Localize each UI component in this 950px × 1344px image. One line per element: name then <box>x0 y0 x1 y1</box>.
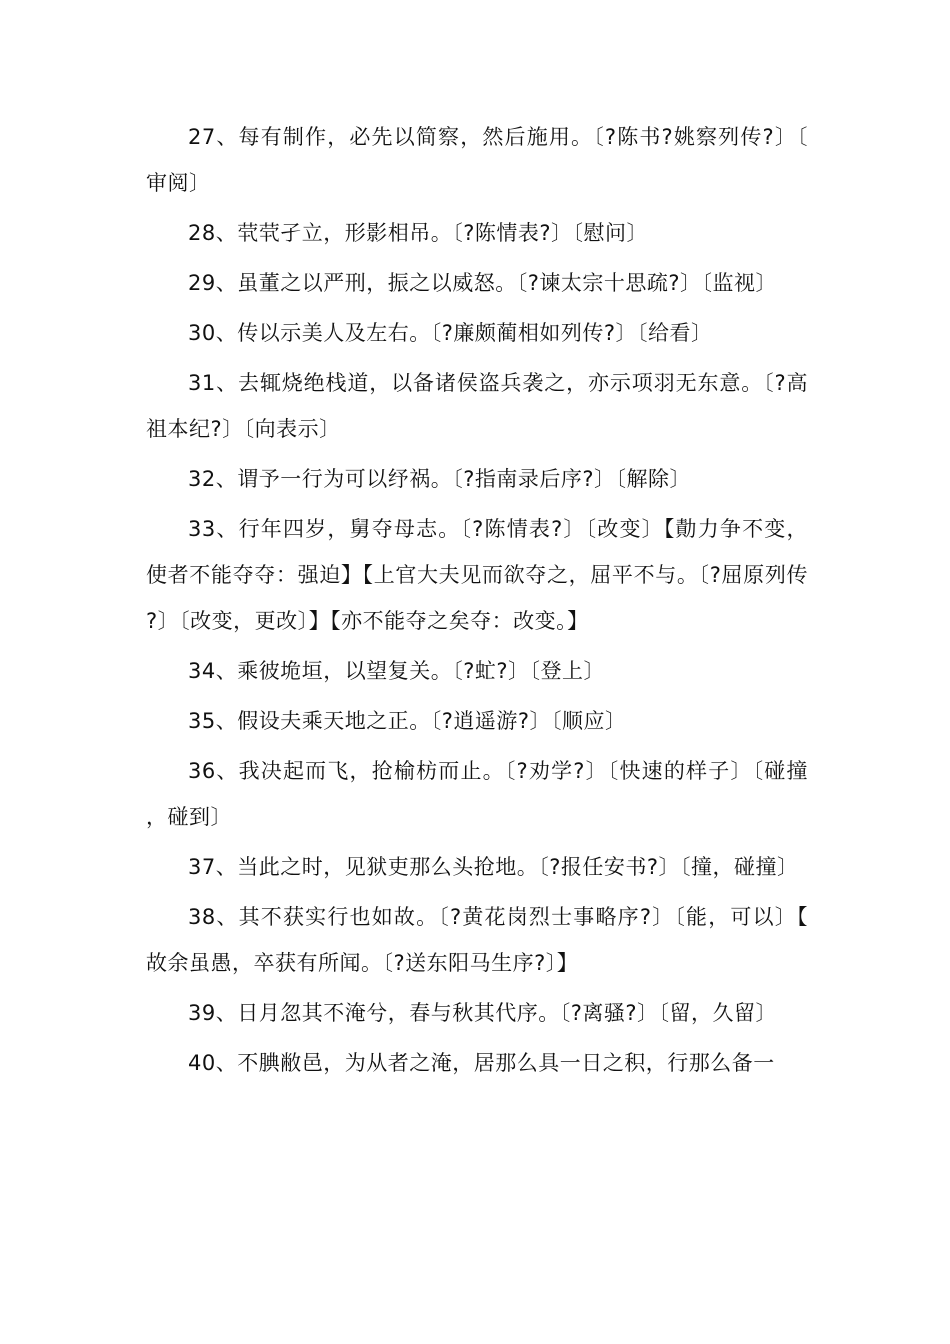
paragraph-28: 28、茕茕孑立，形影相吊。〔?陈情表?〕〔慰问〕 <box>188 221 649 245</box>
paragraph-36: 36、我决起而飞，抢榆枋而止。〔?劝学?〕〔快速的样子〕〔碰撞，碰到〕 <box>146 759 808 829</box>
paragraph-32: 32、谓予一行为可以纾祸。〔?指南录后序?〕〔解除〕 <box>188 467 692 491</box>
paragraph-35: 35、假设夫乘天地之正。〔?逍遥游?〕〔顺应〕 <box>188 709 627 733</box>
paragraph-31: 31、去辄烧绝栈道，以备诸侯盗兵袭之，亦示项羽无东意。〔?高祖本纪?〕〔向表示〕 <box>146 371 808 441</box>
paragraph-27: 27、每有制作，必先以简察，然后施用。〔?陈书?姚察列传?〕〔审阅〕 <box>146 125 808 195</box>
paragraph-29: 29、虽董之以严刑，振之以威怒。〔?谏太宗十思疏?〕〔监视〕 <box>188 271 778 295</box>
paragraph-38: 38、其不获实行也如故。〔?黄花岗烈士事略序?〕〔能，可以〕【故余虽愚，卒获有所闻。〔?送东阳马生序?〕】 <box>146 905 808 975</box>
paragraph-33: 33、行年四岁，舅夺母志。〔?陈情表?〕〔改变〕【勣力争不变，使者不能夺夺：强迫】【上官大夫见而欲夺之，屈平不与。〔?屈原列传?〕〔改变，更改〕】【亦不能夺之矣夺：改变。】 <box>146 517 808 633</box>
document-body <box>146 114 808 1090</box>
paragraph-37: 37、当此之时，见狱吏那么头抢地。〔?报任安书?〕〔撞，碰撞〕 <box>188 855 799 879</box>
paragraph-39: 39、日月忽其不淹兮，春与秋其代序。〔?离骚?〕〔留，久留〕 <box>188 1001 778 1025</box>
paragraph-40: 40、不腆敝邑，为从者之淹，居那么具一日之积，行那么备一 <box>188 1051 775 1075</box>
paragraph-30: 30、传以示美人及左右。〔?廉颇蔺相如列传?〕〔给看〕 <box>188 321 713 345</box>
paragraph-34: 34、乘彼垝垣，以望复关。〔?虻?〕〔登上〕 <box>188 659 606 683</box>
